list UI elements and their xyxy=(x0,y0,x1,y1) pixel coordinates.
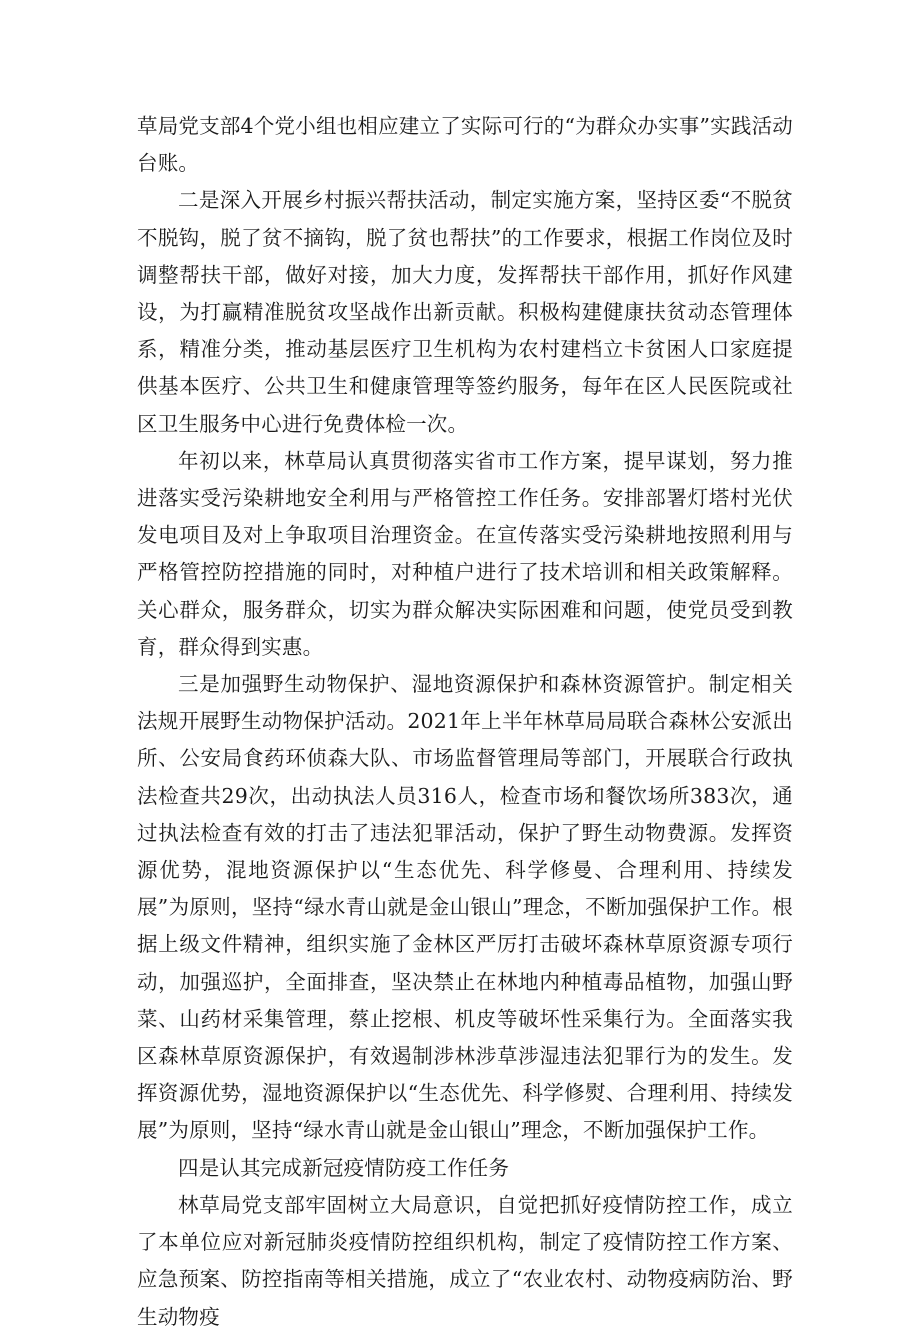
paragraph-4: 三是加强野生动物保护、湿地资源保护和森林资源管护。制定相关法规开展野生动物保护活动。2021年上半年林草局局联合森林公安派出所、公安局食药环侦森大队、市场监督管理局等部门，开展联合行政执法检查共29次，出动执法人员316人，检查市场和餐饮场所383次，通过执法检查有效的打击了违法犯罪活动，保护了野生动物费源。发挥资源优势，混地资源保护以“生态优先、科学修曼、合理利用、持续发展”为原则，坚持“绿水青山就是金山银山”理念，不断加强保护工作。根据上级文件精神，组织实施了金林区严厉打击破坏森林草原资源专项行动，加强巡护，全面排查，坚决禁止在林地内种植毒品植物，加强山野菜、山药材采集管理，蔡止挖根、机皮等破坏性采集行为。全面落实我区森林草原资源保护，有效遏制涉林涉草涉湿违法犯罪行为的发生。发挥资源优势，湿地资源保护以“生态优先、科学修熨、合理利用、持续发展”为原则，坚持“绿水青山就是金山银山”理念，不断加强保护工作。 xyxy=(137,672,793,1143)
document-body xyxy=(137,108,793,1336)
paragraph-6: 林草局党支部牢固树立大局意识，自觉把抓好疫情防控工作，成立了本单位应对新冠肺炎疫情防控组织机构，制定了疫情防控工作方案、应急预案、防控指南等相关措施，成立了“农业农村、动物疫病防治、野生动物疫 xyxy=(137,1192,793,1329)
paragraph-2: 二是深入开展乡村振兴帮扶活动，制定实施方案，坚持区委“不脱贫不脱钩，脱了贫不摘钩，脱了贫也帮扶”的工作要求，根据工作岗位及时调整帮扶干部，做好对接，加大力度，发挥帮扶干部作用，抓好作风建设，为打赢精准脱贫攻坚战作出新贡献。积极构建健康扶贫动态管理体系，精准分类，推动基层医疗卫生机构为农村建档立卡贫困人口家庭提供基本医疗、公共卫生和健康管理等签约服务，每年在区人民医院或社区卫生服务中心进行免费体检一次。 xyxy=(137,188,793,436)
paragraph-3: 年初以来，林草局认真贯彻落实省市工作方案，提早谋划，努力推进落实受污染耕地安全利用与严格管控工作任务。安排部署灯塔村光伏发电项目及对上争取项目治理资金。在宣传落实受污染耕地按照利用与严格管控防控措施的同时，对种植户进行了技术培训和相关政策解释。关心群众，服务群众，切实为群众解决实际困难和问题，使党员受到教育，群众得到实惠。 xyxy=(137,448,793,659)
paragraph-1: 草局党支部4个党小组也相应建立了实际可行的“为群众办实事”实践活动台账。 xyxy=(137,114,793,176)
section-heading-4: 四是认其完成新冠疫情防疫工作任务 xyxy=(178,1155,510,1180)
